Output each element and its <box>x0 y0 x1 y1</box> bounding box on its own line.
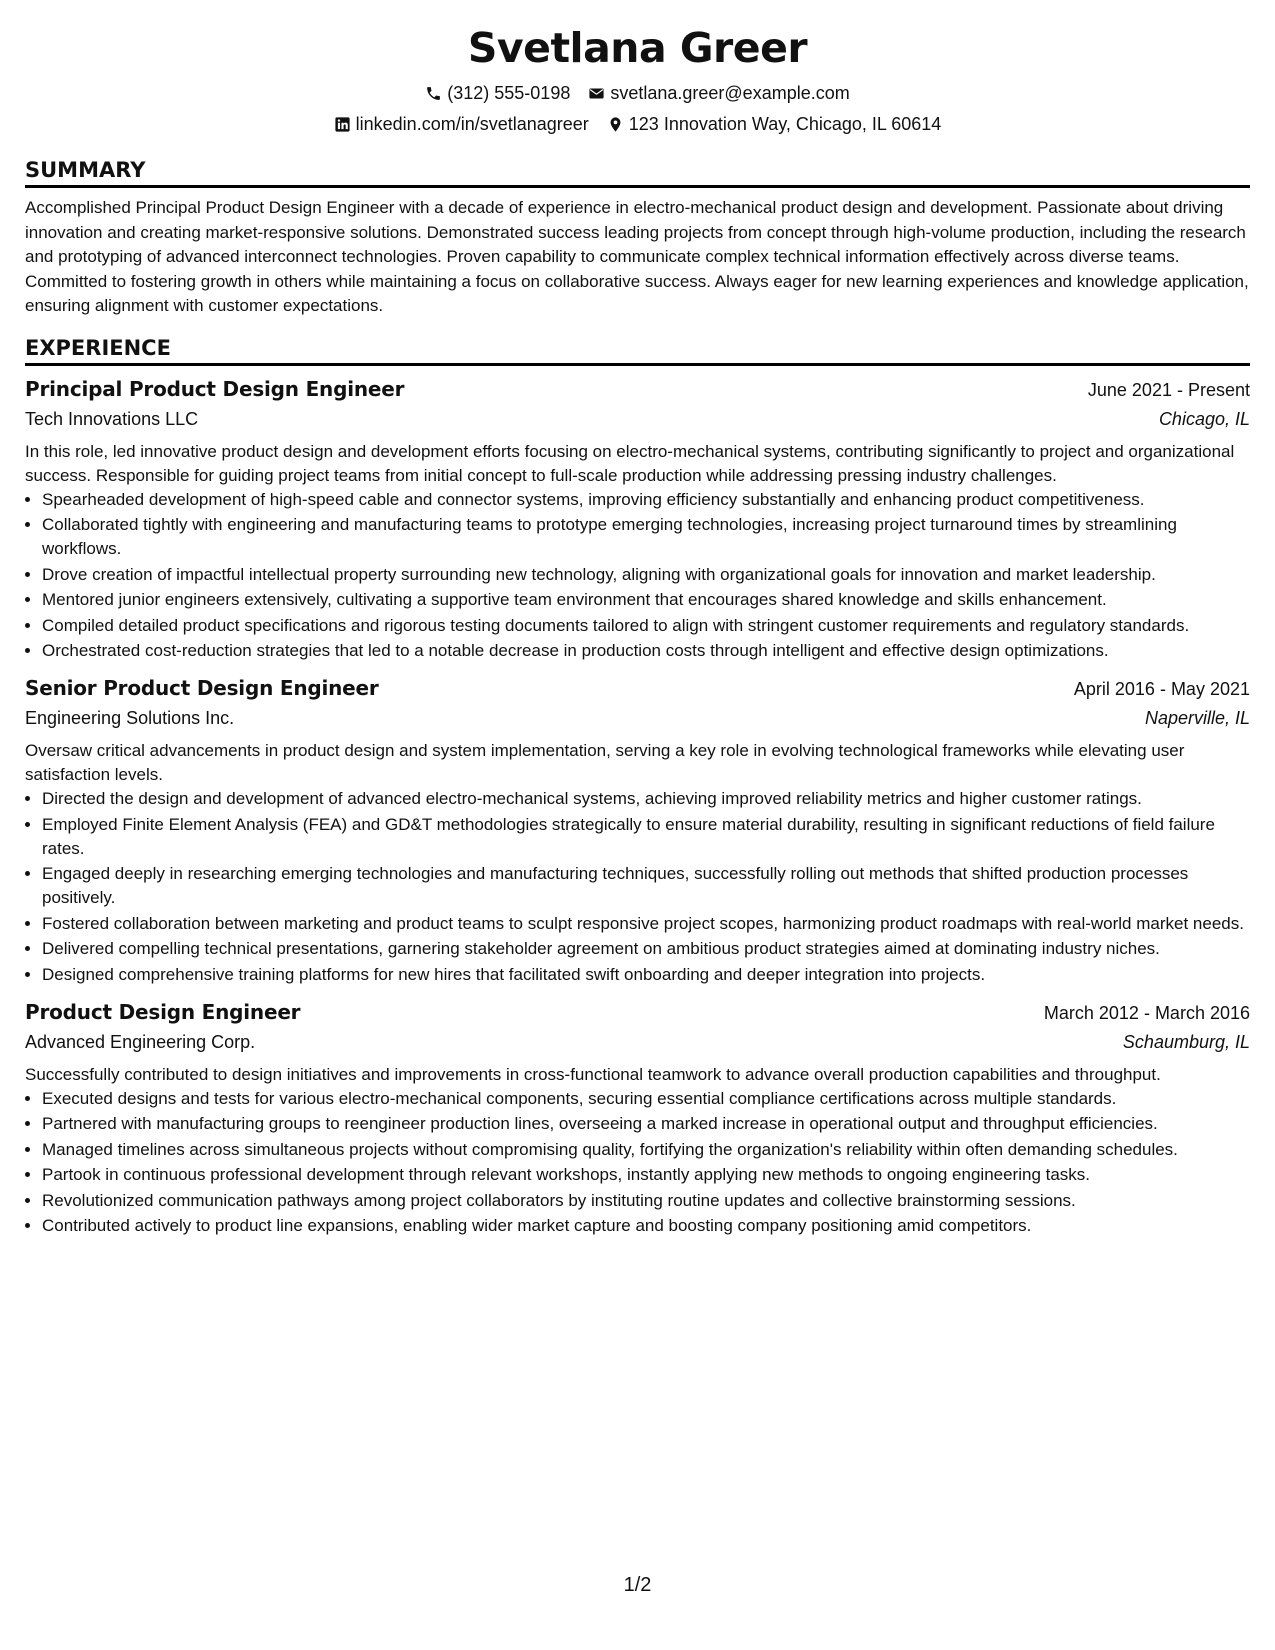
email-contact[interactable] <box>588 80 849 106</box>
job-bullets <box>25 488 1250 664</box>
job-entry <box>25 673 1250 987</box>
bullet-item: • Revolutionized communication pathways among project collaborators by instituting routine updates and collective brainstorming sessions. <box>42 1189 1250 1213</box>
resume-page <box>25 0 1250 1240</box>
job-title: Principal Product Design Engineer <box>25 376 405 401</box>
experience-section <box>25 335 1250 1239</box>
job-dates: March 2012 - March 2016 <box>1043 1002 1250 1023</box>
email-text[interactable]: svetlana.greer@example.com <box>610 83 850 103</box>
phone-text: (312) 555-0198 <box>447 83 571 103</box>
job-company-row <box>25 704 1250 732</box>
company-name: Engineering Solutions Inc. <box>25 708 235 728</box>
job-entry <box>25 374 1250 664</box>
job-description: In this role, led innovative product design and development efforts focusing on electro-mechanical systems, contributing significantly to project and organizational success. Responsible for guiding project teams from initial concept to full-scale production while addressing pressing industry challenges. <box>25 441 1235 485</box>
resume-header <box>25 0 1250 137</box>
bullet-item: • Engaged deeply in researching emerging technologies and manufacturing techniques, successfully rolling out methods that shifted production processes positively. <box>42 862 1250 910</box>
linkedin-icon <box>334 116 351 133</box>
job-location: Schaumburg, IL <box>1122 1031 1250 1052</box>
job-header-row <box>25 374 1250 405</box>
job-location: Chicago, IL <box>1158 408 1250 429</box>
job-header-row <box>25 673 1250 704</box>
bullet-item: • Managed timelines across simultaneous projects without compromising quality, fortifying the organization's reliability within often demanding schedules. <box>42 1138 1250 1162</box>
contact-line-secondary <box>25 111 1250 137</box>
page-number: 1/2 <box>623 1574 652 1596</box>
bullet-item: • Orchestrated cost-reduction strategies that led to a notable decrease in production costs through intelligent and effective design optimizations. <box>42 639 1250 663</box>
summary-heading: SUMMARY <box>25 157 1250 188</box>
job-dates: April 2016 - May 2021 <box>1073 679 1250 699</box>
bullet-item: • Partook in continuous professional development through relevant workshops, instantly applying new methods to ongoing engineering tasks. <box>42 1163 1250 1187</box>
experience-heading: EXPERIENCE <box>25 335 1250 366</box>
summary-section <box>25 157 1250 319</box>
bullet-item: • Fostered collaboration between marketing and product teams to sculpt responsive project scopes, harmonizing product roadmaps with real-world market needs. <box>42 912 1250 936</box>
summary-paragraph: Accomplished Principal Product Design Engineer with a decade of experience in electro-mechanical product design and development. Passionate about driving innovation and creating market-responsive solutions. Demonstrated success leading projects from concept through high-volume production, including the research and prototyping of advanced interconnect technologies. Proven capability to communicate complex technical information effectively across diverse teams. Committed to fostering growth in others while maintaining a focus on collaborative success. Always eager for new learning experiences and knowledge application, ensuring alignment with customer expectations. <box>25 198 1249 315</box>
bullet-item: • Employed Finite Element Analysis (FEA) and GD&T methodologies strategically to ensure material durability, resulting in significant reductions of field failure rates. <box>42 813 1250 861</box>
contact-line-primary <box>25 80 1250 106</box>
job-entry <box>25 997 1250 1239</box>
job-dates: June 2021 - Present <box>1087 379 1250 400</box>
map-marker-icon <box>607 116 624 133</box>
bullet-item: • Directed the design and development of advanced electro-mechanical systems, achieving improved reliability metrics and higher customer ratings. <box>42 787 1250 811</box>
job-header-row <box>25 997 1250 1028</box>
bullet-item: • Delivered compelling technical presentations, garnering stakeholder agreement on ambitious product strategies aimed at dominating industry niches. <box>42 937 1250 961</box>
bullet-item: • Drove creation of impactful intellectual property surrounding new technology, aligning with organizational goals for innovation and market leadership. <box>42 563 1250 587</box>
job-title: Senior Product Design Engineer <box>25 676 379 700</box>
bullet-item: • Compiled detailed product specifications and rigorous testing documents tailored to align with stringent customer requirements and regulatory standards. <box>42 614 1250 638</box>
address-text: 123 Innovation Way, Chicago, IL 60614 <box>628 114 942 134</box>
address-contact <box>607 111 942 137</box>
bullet-item: • Partnered with manufacturing groups to reengineer production lines, overseeing a marked increase in operational output and throughput efficiencies. <box>42 1112 1250 1136</box>
linkedin-contact[interactable] <box>334 111 589 137</box>
bullet-item: • Contributed actively to product line expansions, enabling wider market capture and boosting company positioning amid competitors. <box>42 1214 1250 1238</box>
company-name: Advanced Engineering Corp. <box>25 1031 256 1052</box>
phone-contact <box>425 80 570 106</box>
job-description: Successfully contributed to design initiatives and improvements in cross-functional teamwork to advance overall production capabilities and throughput. <box>25 1064 1161 1084</box>
candidate-name: Svetlana Greer <box>467 24 808 72</box>
job-bullets <box>25 1087 1250 1239</box>
linkedin-text[interactable]: linkedin.com/in/svetlanagreer <box>355 114 589 134</box>
bullet-item: • Spearheaded development of high-speed cable and connector systems, improving efficiency substantially and enhancing product competitiveness. <box>42 488 1250 512</box>
bullet-item: • Mentored junior engineers extensively, cultivating a supportive team environment that encourages shared knowledge and skills enhancement. <box>42 588 1250 612</box>
job-company-row <box>25 1028 1250 1056</box>
envelope-icon <box>588 85 605 102</box>
phone-icon <box>425 85 442 102</box>
job-description: Oversaw critical advancements in product design and system implementation, serving a key role in evolving technological frameworks while elevating user satisfaction levels. <box>25 741 1185 784</box>
job-company-row <box>25 405 1250 433</box>
job-location: Naperville, IL <box>1144 708 1250 728</box>
bullet-item: • Collaborated tightly with engineering and manufacturing teams to prototype emerging technologies, increasing project turnaround times by streamlining workflows. <box>42 513 1250 561</box>
company-name: Tech Innovations LLC <box>25 408 199 429</box>
bullet-item: • Executed designs and tests for various electro-mechanical components, securing essential compliance certifications across multiple standards. <box>42 1087 1250 1111</box>
job-bullets <box>25 787 1250 987</box>
bullet-item: • Designed comprehensive training platforms for new hires that facilitated swift onboarding and deeper integration into projects. <box>42 963 1250 987</box>
job-title: Product Design Engineer <box>25 999 301 1024</box>
